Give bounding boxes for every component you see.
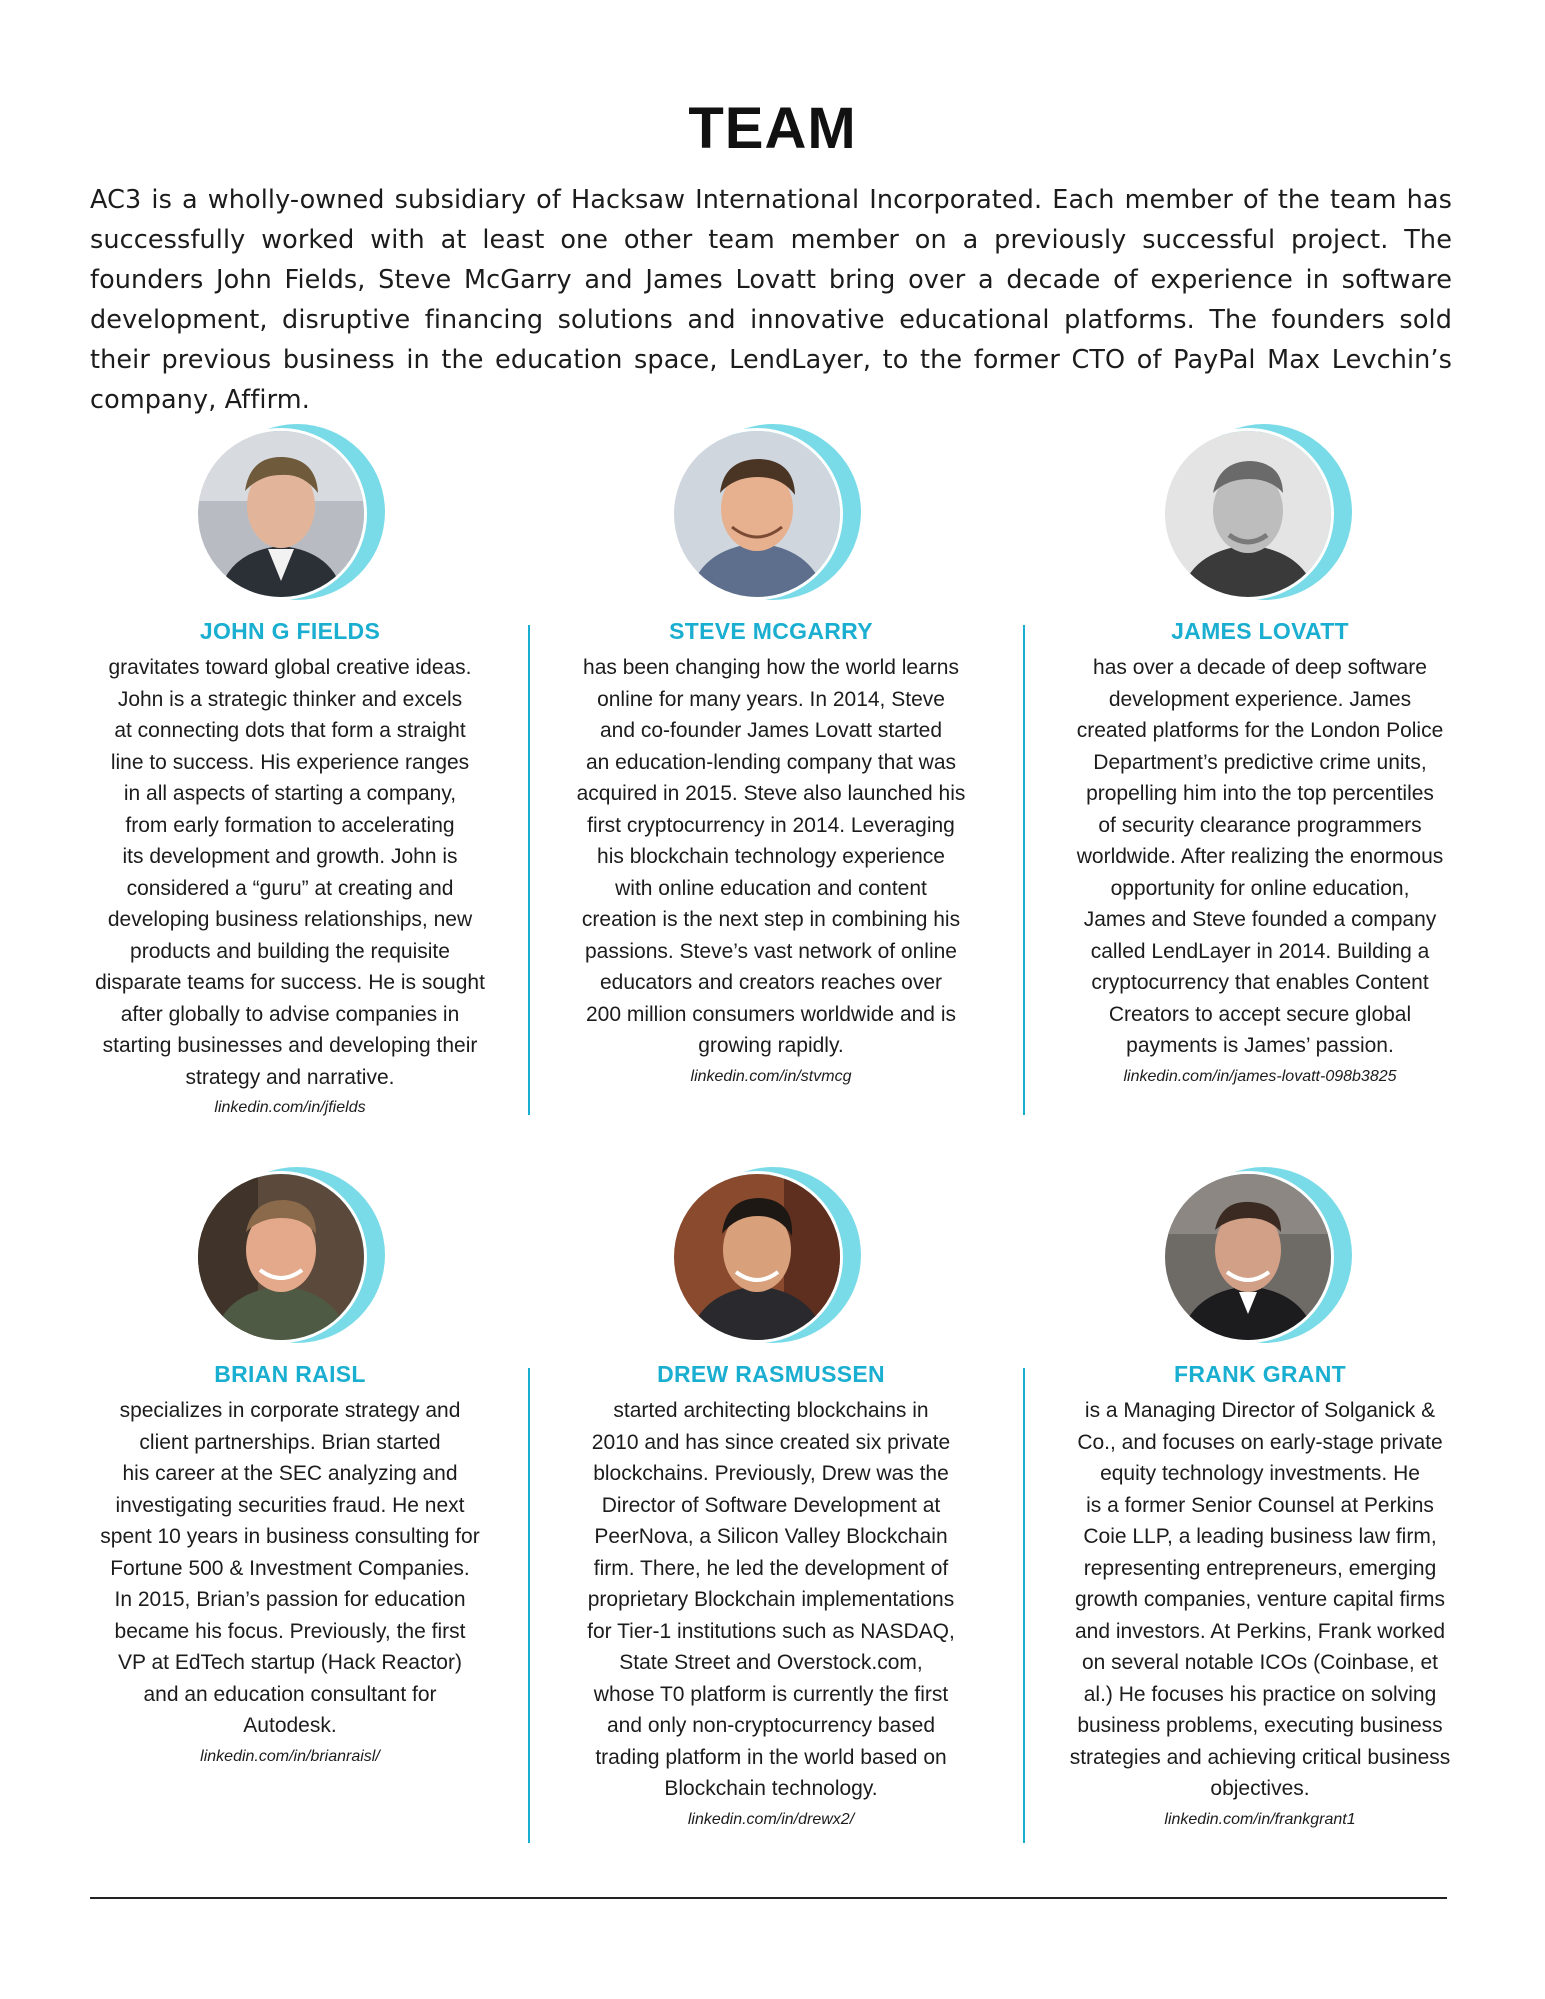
bio-line: has been changing how the world learns	[583, 656, 959, 679]
bio-line: growth companies, venture capital firms	[1075, 1588, 1445, 1611]
bio-line: on several notable ICOs (Coinbase, et	[1081, 1651, 1439, 1674]
bio-line: spent 10 years in business consulting for	[100, 1525, 480, 1548]
bio-line: in all aspects of starting a company,	[123, 782, 457, 805]
bio-line: payments is James’ passion.	[1126, 1034, 1394, 1057]
bio-line: for Tier-1 institutions such as NASDAQ,	[587, 1619, 955, 1643]
bio-line: his blockchain technology experience	[597, 845, 945, 868]
bio-line: Autodesk.	[243, 1714, 337, 1737]
member-bio	[1050, 1395, 1470, 1835]
bio-line: at connecting dots that form a straight	[114, 719, 466, 742]
bio-line: blockchains. Previously, Drew was the	[593, 1462, 949, 1485]
bio-line: and only non-cryptocurrency based	[606, 1714, 936, 1737]
bio-line: al.) He focuses his practice on solving	[1083, 1682, 1437, 1706]
bio-line: whose T0 platform is currently the first	[593, 1682, 949, 1706]
member-bio	[556, 1395, 986, 1835]
bio-line: client partnerships. Brian started	[139, 1430, 441, 1454]
bio-line: an education-lending company that was	[585, 750, 957, 774]
bio-line: educators and creators reaches over	[599, 971, 943, 994]
bio-line: propelling him into the top percentiles	[1086, 782, 1434, 805]
bio-line: and investors. At Perkins, Frank worked	[1075, 1619, 1445, 1643]
bio-line: acquired in 2015. Steve also launched his	[576, 782, 966, 805]
bio-line: with online education and content	[615, 876, 927, 900]
bio-line: gravitates toward global creative ideas.	[108, 656, 472, 679]
member-bio	[80, 1395, 500, 1772]
intro-paragraph: AC3 is a wholly-owned subsidiary of Hacksaw International Incorporated. Each member of the team has successfully worked with at least one other team member on a previously successful project. The founders John Fields, Steve McGarry and James Lovatt bring over a decade of experience in software development, disruptive financing solutions and innovative educational platforms. The founders sold their previous business in the education space, LendLayer, to the former CTO of PayPal Max Levchin’s company, Affirm.	[90, 185, 1452, 415]
bio-line: trading platform in the world based on	[595, 1745, 947, 1769]
frank-grant-photo	[1162, 1171, 1334, 1343]
bio-line: growing rapidly.	[698, 1034, 844, 1057]
profile-photo	[1162, 1171, 1342, 1351]
column-divider	[1023, 625, 1025, 1115]
bio-line: passions. Steve’s vast network of online	[585, 939, 957, 963]
bio-line: James and Steve founded a company	[1083, 908, 1437, 931]
bio-line: and co-founder James Lovatt started	[599, 719, 943, 742]
bio-line: opportunity for online education,	[1110, 876, 1410, 900]
bio-line: 2010 and has since created six private	[591, 1430, 951, 1454]
bio-line: Fortune 500 & Investment Companies.	[110, 1556, 470, 1580]
bio-line: firm. There, he led the development of	[593, 1556, 949, 1580]
bio-line: from early formation to accelerating	[125, 813, 455, 837]
bio-line: called LendLayer in 2014. Building a	[1090, 939, 1430, 963]
bio-line: of security clearance programmers	[1098, 813, 1422, 837]
bio-line: first cryptocurrency in 2014. Leveraging	[587, 813, 955, 837]
bio-line: Department’s predictive crime units,	[1093, 750, 1427, 774]
bio-line: Blockchain technology.	[664, 1777, 878, 1800]
bio-line: and an education consultant for	[143, 1682, 437, 1706]
bio-line: started architecting blockchains in	[613, 1399, 929, 1422]
member-bio	[80, 652, 500, 1123]
bio-line: objectives.	[1210, 1777, 1310, 1800]
bio-line: is a Managing Director of Solganick &	[1084, 1399, 1436, 1422]
bio-line: strategies and achieving critical business	[1069, 1745, 1451, 1769]
member-name: DREW RASMUSSEN	[657, 1361, 885, 1387]
drew-rasmussen-photo	[671, 1171, 843, 1343]
bio-line: developing business relationships, new	[107, 908, 473, 931]
bio-line: business problems, executing business	[1077, 1714, 1443, 1737]
bio-line: its development and growth. John is	[122, 845, 458, 868]
column-divider	[1023, 1368, 1025, 1843]
bio-line: is a former Senior Counsel at Perkins	[1086, 1493, 1434, 1517]
profile-photo	[1162, 428, 1342, 608]
profile-photo	[195, 428, 375, 608]
bio-line: products and building the requisite	[130, 939, 450, 963]
member-name: STEVE MCGARRY	[669, 618, 873, 644]
bio-line: Director of Software Development at	[601, 1493, 941, 1517]
brian-raisl-photo	[195, 1171, 367, 1343]
john-fields-photo	[195, 428, 367, 600]
bio-line: his career at the SEC analyzing and	[122, 1462, 458, 1485]
bio-line: John is a strategic thinker and excels	[117, 687, 463, 711]
bio-line: has over a decade of deep software	[1093, 656, 1427, 679]
bio-line: 200 million consumers worldwide and is	[585, 1002, 956, 1026]
bio-line: starting businesses and developing their	[102, 1034, 478, 1057]
column-divider	[528, 1368, 530, 1843]
member-bio	[556, 652, 986, 1092]
linkedin-link[interactable]: linkedin.com/in/drewx2/	[687, 1810, 855, 1828]
bio-line: In 2015, Brian’s passion for education	[114, 1588, 466, 1611]
profile-photo	[671, 428, 851, 608]
bio-line: proprietary Blockchain implementations	[587, 1588, 955, 1611]
member-name: BRIAN RAISL	[214, 1361, 366, 1387]
bio-line: Coie LLP, a leading business law firm,	[1083, 1525, 1437, 1548]
linkedin-link[interactable]: linkedin.com/in/jfields	[214, 1099, 366, 1116]
bio-line: equity technology investments. He	[1100, 1462, 1420, 1485]
bio-line: line to success. His experience ranges	[110, 750, 470, 774]
steve-mcgarry-photo	[671, 428, 843, 600]
member-bio	[1050, 652, 1470, 1092]
bio-line: Creators to accept secure global	[1108, 1002, 1412, 1026]
linkedin-link[interactable]: linkedin.com/in/brianraisl/	[200, 1747, 380, 1765]
bio-line: specializes in corporate strategy and	[119, 1399, 461, 1422]
linkedin-link[interactable]: linkedin.com/in/james-lovatt-098b3825	[1123, 1067, 1397, 1085]
footer-divider	[90, 1897, 1447, 1899]
bio-line: investigating securities fraud. He next	[115, 1493, 465, 1517]
column-divider	[528, 625, 530, 1115]
linkedin-link[interactable]: linkedin.com/in/stvmcg	[690, 1067, 852, 1085]
bio-line: cryptocurrency that enables Content	[1091, 971, 1429, 994]
bio-line: online for many years. In 2014, Steve	[597, 687, 945, 711]
bio-line: disparate teams for success. He is sought	[95, 971, 485, 994]
bio-line: creation is the next step in combining his	[581, 908, 961, 931]
profile-photo	[671, 1171, 851, 1351]
bio-line: PeerNova, a Silicon Valley Blockchain	[594, 1525, 948, 1548]
bio-line: after globally to advise companies in	[120, 1002, 460, 1026]
page-title: TEAM	[688, 96, 857, 161]
profile-photo	[195, 1171, 375, 1351]
bio-line: development experience. James	[1108, 687, 1412, 711]
linkedin-link[interactable]: linkedin.com/in/frankgrant1	[1164, 1810, 1356, 1828]
member-name: JAMES LOVATT	[1171, 618, 1349, 644]
member-name: FRANK GRANT	[1174, 1361, 1346, 1387]
member-name: JOHN G FIELDS	[199, 618, 381, 644]
bio-line: strategy and narrative.	[185, 1065, 395, 1089]
bio-line: worldwide. After realizing the enormous	[1076, 845, 1444, 868]
bio-line: became his focus. Previously, the first	[114, 1619, 466, 1643]
bio-line: VP at EdTech startup (Hack Reactor)	[118, 1651, 462, 1674]
bio-line: representing entrepreneurs, emerging	[1083, 1556, 1437, 1580]
bio-line: State Street and Overstock.com,	[619, 1651, 923, 1674]
bio-line: created platforms for the London Police	[1076, 719, 1444, 742]
james-lovatt-photo	[1162, 428, 1334, 600]
bio-line: Co., and focuses on early-stage private	[1077, 1430, 1443, 1454]
bio-line: considered a “guru” at creating and	[126, 876, 454, 900]
